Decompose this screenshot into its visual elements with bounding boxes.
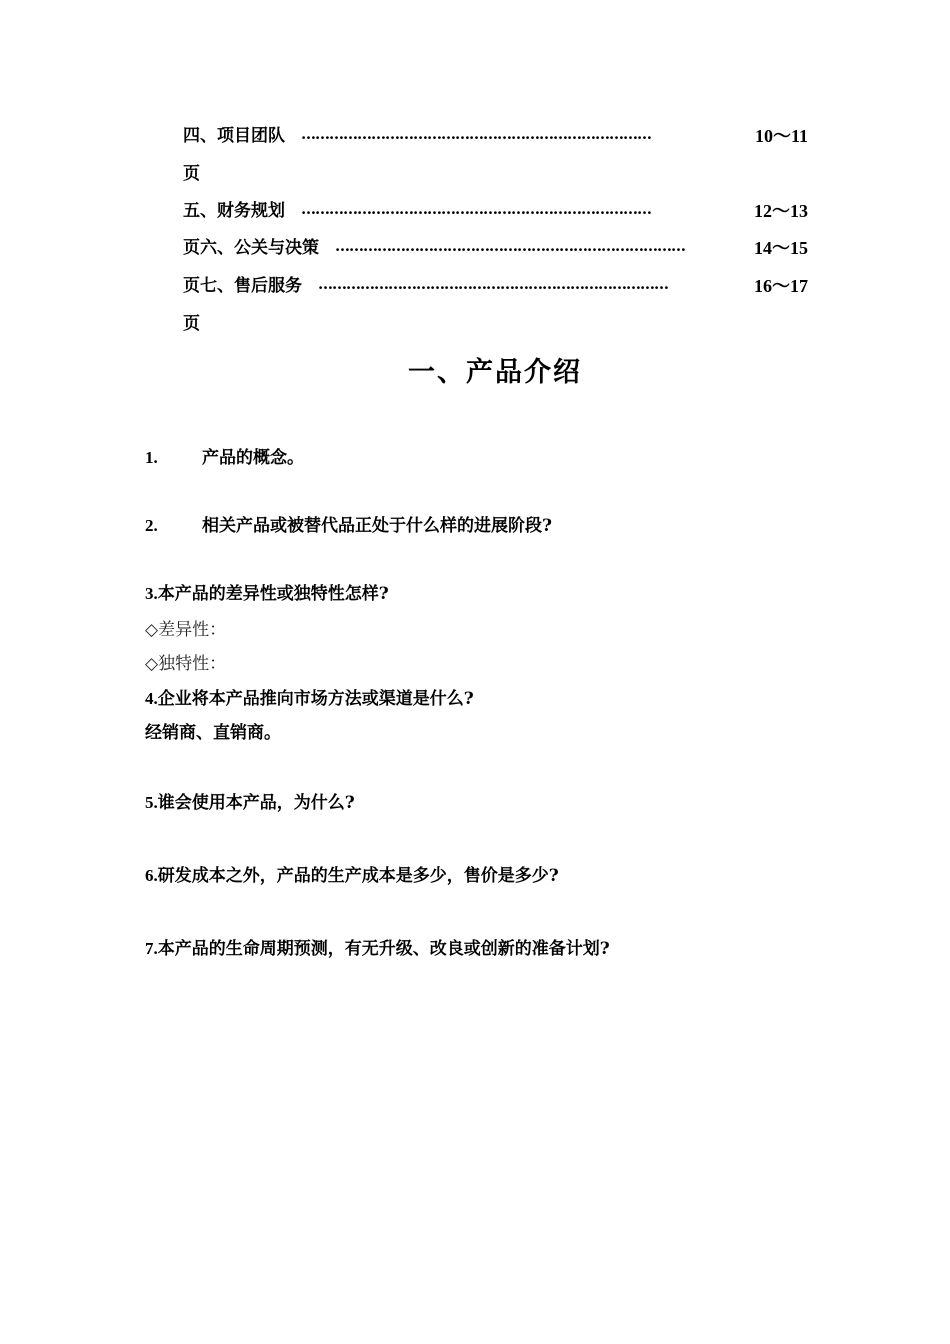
question-item [145,685,474,713]
toc-entry-service [183,272,808,300]
question-number: 2. [145,516,158,535]
question-text: 研发成本之外，产品的生产成本是多少，售价是多少? [157,866,559,886]
question-text: 产品的概念。 [202,448,304,468]
toc-label: 五、财务规划 [183,201,285,221]
toc-leader-dots: ………………………………………………………………… [335,237,685,255]
sub-item-difference: ◇差异性： [145,620,227,640]
question-item [145,789,355,817]
question-item [145,862,559,890]
question-item [145,444,304,472]
question-number: 1. [145,448,158,467]
question-text: 相关产品或被替代品正处于什么样的进展阶段? [202,516,552,536]
question-text: 企业将本产品推向市场方法或渠道是什么? [157,689,474,709]
toc-page-range: 12～13 [754,201,808,221]
question-text: 本产品的生命周期预测，有无升级、改良或创新的准备计划? [157,939,610,959]
toc-page-range: 16～17 [754,276,808,296]
question-text: 本产品的差异性或独特性怎样? [157,584,389,604]
question-number: 4. [145,689,158,708]
answer-text: 经销商、直销商。 [145,723,281,743]
toc-entry-finance [183,197,808,225]
question-number: 3. [145,584,158,603]
toc-leader-dots: ………………………………………………………………… [318,275,668,293]
toc-label: 页六、公关与决策 [183,238,319,258]
question-number: 5. [145,793,158,812]
toc-page-range: 14～15 [754,238,808,258]
question-number: 6. [145,866,158,885]
toc-entry-team [183,122,808,150]
question-text: 谁会使用本产品，为什么? [157,793,355,813]
toc-leader-dots: ………………………………………………………………… [301,125,651,143]
toc-entry-pr [183,234,808,262]
toc-label: 页七、售后服务 [183,276,302,296]
question-item [145,512,552,540]
toc-page-range: 10～11 [754,126,808,146]
toc-page-suffix: 页 [183,314,200,334]
section-title: 一、产品介绍 [408,357,582,388]
toc-page-suffix: 页 [183,164,200,184]
question-item [145,935,610,963]
toc-leader-dots: ………………………………………………………………… [301,200,651,218]
sub-item-uniqueness: ◇独特性： [145,654,227,674]
toc-label: 四、项目团队 [183,126,285,146]
question-number: 7. [145,939,158,958]
question-item [145,580,389,608]
